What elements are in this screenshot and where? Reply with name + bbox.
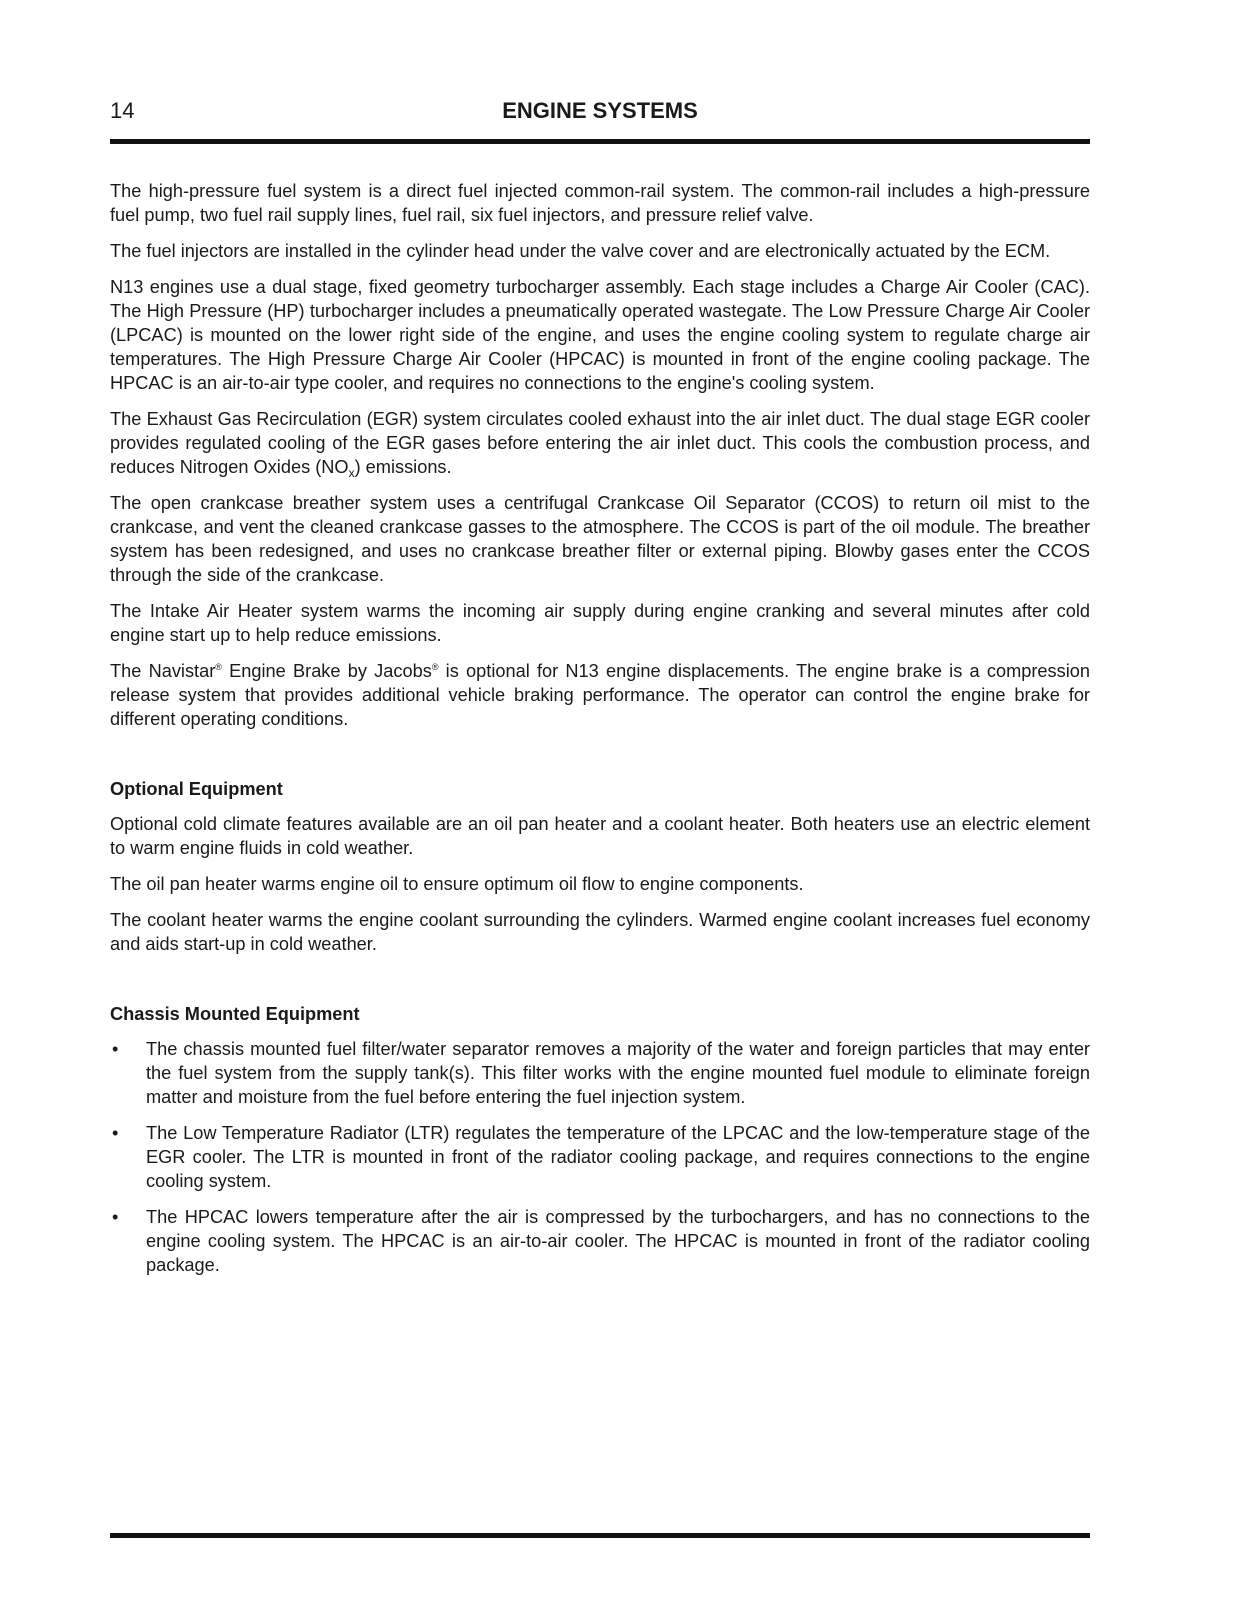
bullet-icon: •	[112, 1039, 119, 1059]
paragraph-egr	[110, 407, 1090, 479]
bullet-icon: •	[112, 1123, 119, 1143]
footer-rule	[110, 1533, 1090, 1538]
body-content	[110, 179, 1090, 1289]
paragraph-intake-air-heater: The Intake Air Heater system warms the incoming air supply during engine cranking and several minutes after cold engine start up to help reduce emissions.	[110, 601, 1090, 645]
list-item-text: The chassis mounted fuel filter/water separator removes a majority of the water and foreign particles that may enter the fuel system from the supply tank(s). This filter works with the engine mounted fuel module to eliminate foreign matter and moisture from the fuel before entering the fuel injection system.	[146, 1039, 1090, 1107]
list-item	[110, 1037, 1090, 1109]
list-item	[110, 1205, 1090, 1277]
heading-optional-equipment: Optional Equipment	[110, 779, 283, 799]
egr-text-after: ) emissions.	[354, 457, 452, 477]
header-rule	[110, 139, 1090, 144]
paragraph-fuel-injectors: The fuel injectors are installed in the cylinder head under the valve cover and are electronically actuated by the ECM.	[110, 241, 1051, 261]
paragraph-crankcase-breather: The open crankcase breather system uses a centrifugal Crankcase Oil Separator (CCOS) to return oil mist to the crankcase, and vent the cleaned crankcase gasses to the atmosphere. The CCOS is part of the oil module. The breather system has been redesigned, and uses no crankcase breather filter or external piping. Blowby gases enter the CCOS through the side of the crankcase.	[110, 493, 1090, 585]
page-header	[110, 96, 1090, 128]
egr-text-before: The Exhaust Gas Recirculation (EGR) system circulates cooled exhaust into the air inlet duct. The dual stage EGR cooler provides regulated cooling of the EGR gases before entering the air inlet duct. This cools the combustion process, and reduces Nitrogen Oxides (NO	[110, 409, 1090, 477]
paragraph-coolant-heater: The coolant heater warms the engine coolant surrounding the cylinders. Warmed engine coolant increases fuel economy and aids start-up in cold weather.	[110, 910, 1090, 954]
page-number: 14	[110, 98, 135, 123]
paragraph-oil-pan-heater: The oil pan heater warms engine oil to ensure optimum oil flow to engine components.	[110, 874, 804, 894]
paragraph-turbocharger: N13 engines use a dual stage, fixed geometry turbocharger assembly. Each stage includes a Charge Air Cooler (CAC). The High Pressure (HP) turbocharger includes a pneumatically operated wastegate. The Low Pressure Charge Air Cooler (LPCAC) is mounted on the lower right side of the engine, and uses the engine cooling system to regulate charge air temperatures. The High Pressure Charge Air Cooler (HPCAC) is mounted in front of the engine cooling package. The HPCAC is an air-to-air type cooler, and requires no connections to the engine's cooling system.	[110, 277, 1090, 393]
paragraph-cold-climate: Optional cold climate features available are an oil pan heater and a coolant heater. Both heaters use an electric element to warm engine fluids in cold weather.	[110, 814, 1090, 858]
registered-mark: ®	[431, 662, 439, 672]
list-item-text: The Low Temperature Radiator (LTR) regulates the temperature of the LPCAC and the low-temperature stage of the EGR cooler. The LTR is mounted in front of the radiator cooling package, and requires connections to the engine cooling system.	[146, 1123, 1090, 1191]
bullet-icon: •	[112, 1207, 119, 1227]
paragraph-fuel-system: The high-pressure fuel system is a direct fuel injected common-rail system. The common-rail includes a high-pressure fuel pump, two fuel rail supply lines, fuel rail, six fuel injectors, and pressure relief valve.	[110, 181, 1090, 225]
nox-subscript: x	[348, 466, 355, 480]
paragraph-engine-brake	[110, 659, 1090, 731]
brake-text-1: The Navistar	[110, 661, 216, 681]
brake-text-2: Engine Brake by Jacobs	[221, 661, 432, 681]
heading-chassis-mounted-equipment: Chassis Mounted Equipment	[110, 1004, 360, 1024]
registered-mark: ®	[215, 662, 222, 672]
chassis-equipment-list	[110, 1037, 1090, 1277]
document-page	[110, 0, 1090, 1600]
list-item	[110, 1121, 1090, 1193]
brake-text-3: is optional for N13 engine displacements. The engine brake is a compression release system that provides additional vehicle braking performance. The operator can control the engine brake for different operating conditions.	[110, 661, 1090, 729]
section-title: ENGINE SYSTEMS	[502, 98, 698, 123]
list-item-text: The HPCAC lowers temperature after the air is compressed by the turbochargers, and has no connections to the engine cooling system. The HPCAC is an air-to-air cooler. The HPCAC is mounted in front of the radiator cooling package.	[146, 1207, 1090, 1275]
